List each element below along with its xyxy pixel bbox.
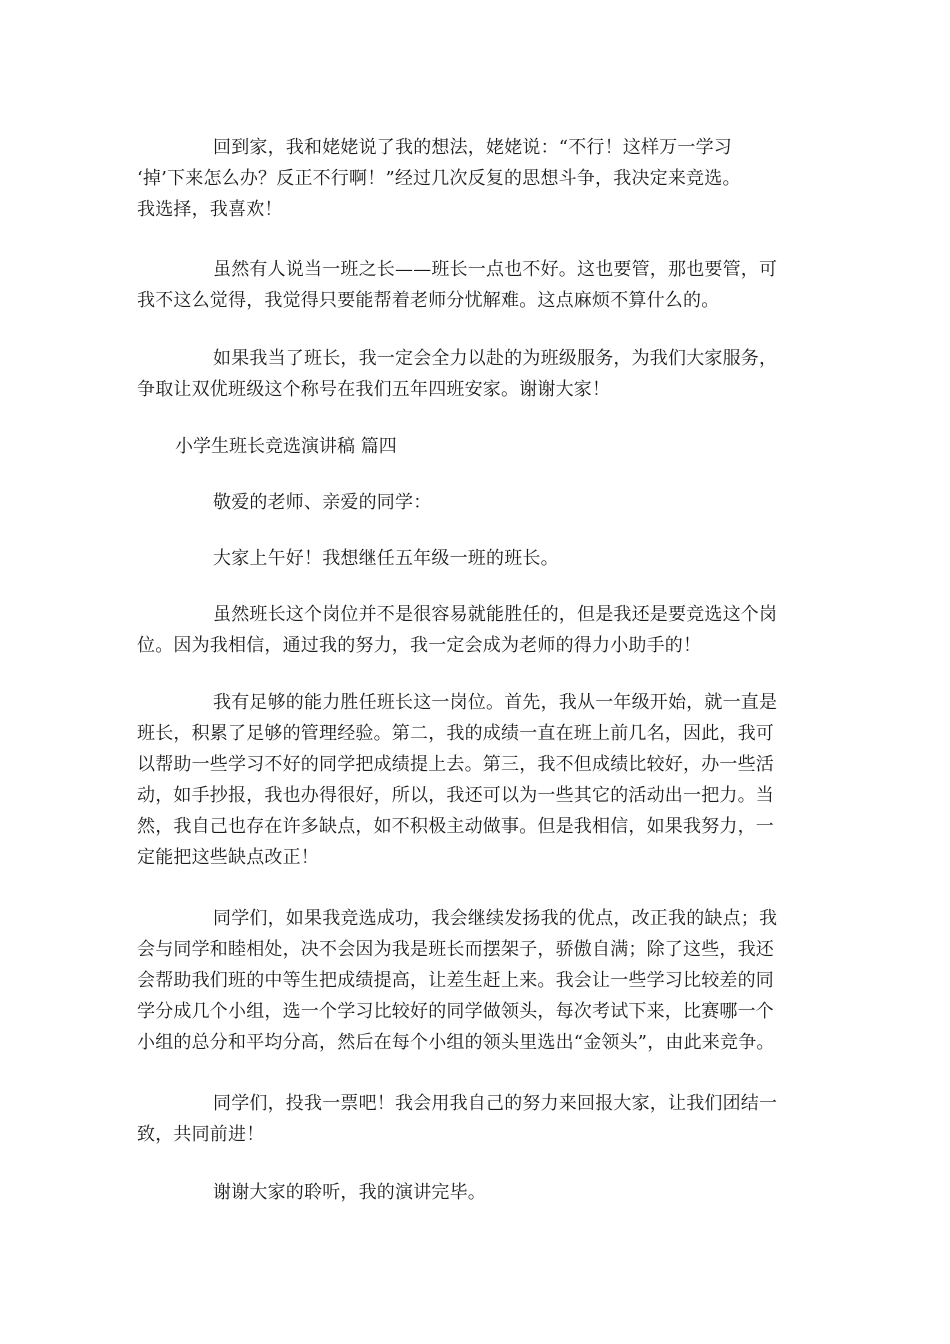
text-line: 同学们，如果我竞选成功，我会继续发扬我的优点，改正我的缺点；我 [213, 908, 778, 929]
text-line: 谢谢大家的聆听，我的演讲完毕。 [213, 1182, 486, 1203]
text-line: 位。因为我相信，通过我的努力，我一定会成为老师的得力小助手的！ [137, 635, 702, 656]
paragraph-determination [137, 599, 822, 661]
text-line: 争取让双优班级这个称号在我们五年四班安家。谢谢大家！ [137, 379, 611, 400]
text-line: 会帮助我们班的中等生把成绩提高，让差生赶上来。我会让一些学习比较差的同 [137, 970, 774, 991]
text-line: 如果我当了班长，我一定会全力以赴的为班级服务，为我们大家服务， [213, 348, 778, 369]
text-line: ‘掉’下来怎么办？反正不行啊！”经过几次反复的思想斗争，我决定来竞选。 [137, 168, 741, 189]
text-line: 回到家，我和姥姥说了我的想法，姥姥说：“不行！这样万一学习 [213, 137, 732, 158]
paragraph-promise [137, 343, 822, 405]
text-line: 我选择，我喜欢！ [137, 199, 283, 220]
paragraph-plans [137, 903, 822, 1058]
text-line: 同学们，投我一票吧！我会用我自己的努力来回报大家，让我们团结一 [213, 1093, 778, 1114]
text-line: 以帮助一些学习不好的同学把成绩提上去。第三，我不但成绩比较好，办一些活 [137, 754, 774, 775]
paragraph-vote-appeal [137, 1088, 822, 1150]
text-line: 敬爱的老师、亲爱的同学： [213, 492, 432, 513]
text-line: 学分成几个小组，选一个学习比较好的同学做领头，每次考试下来，比赛哪一个 [137, 1001, 774, 1022]
paragraph-qualifications [137, 687, 822, 873]
section-title: 小学生班长竞选演讲稿 篇四 [175, 436, 397, 457]
text-line: 虽然有人说当一班之长——班长一点也不好。这也要管，那也要管，可 [213, 259, 778, 280]
text-line: 虽然班长这个岗位并不是很容易就能胜任的，但是我还是要竞选这个岗 [213, 604, 778, 625]
paragraph-greeting [137, 543, 822, 574]
text-line: 致，共同前进！ [137, 1124, 265, 1145]
text-line: 然，我自己也存在许多缺点，如不积极主动做事。但是我相信，如果我努力，一 [137, 816, 774, 837]
paragraph-closing [137, 1177, 822, 1208]
paragraph-monitor-opinion [137, 254, 822, 316]
text-line: 定能把这些缺点改正！ [137, 847, 319, 868]
text-line: 会与同学和睦相处，决不会因为我是班长而摆架子，骄傲自满；除了这些，我还 [137, 939, 774, 960]
text-line: 动，如手抄报，我也办得很好，所以，我还可以为一些其它的活动出一把力。当 [137, 785, 774, 806]
text-line: 小组的总分和平均分高，然后在每个小组的领头里选出“金领头”，由此来竞争。 [137, 1032, 775, 1053]
paragraph-salutation [137, 487, 822, 518]
text-line: 班长，积累了足够的管理经验。第二，我的成绩一直在班上前几名，因此，我可 [137, 723, 774, 744]
paragraph-grandma-opinion [137, 132, 822, 225]
text-line: 我有足够的能力胜任班长这一岗位。首先，我从一年级开始，就一直是 [213, 692, 778, 713]
text-line: 大家上午好！我想继任五年级一班的班长。 [213, 548, 559, 569]
text-line: 我不这么觉得，我觉得只要能帮着老师分忧解难。这点麻烦不算什么的。 [137, 290, 720, 311]
